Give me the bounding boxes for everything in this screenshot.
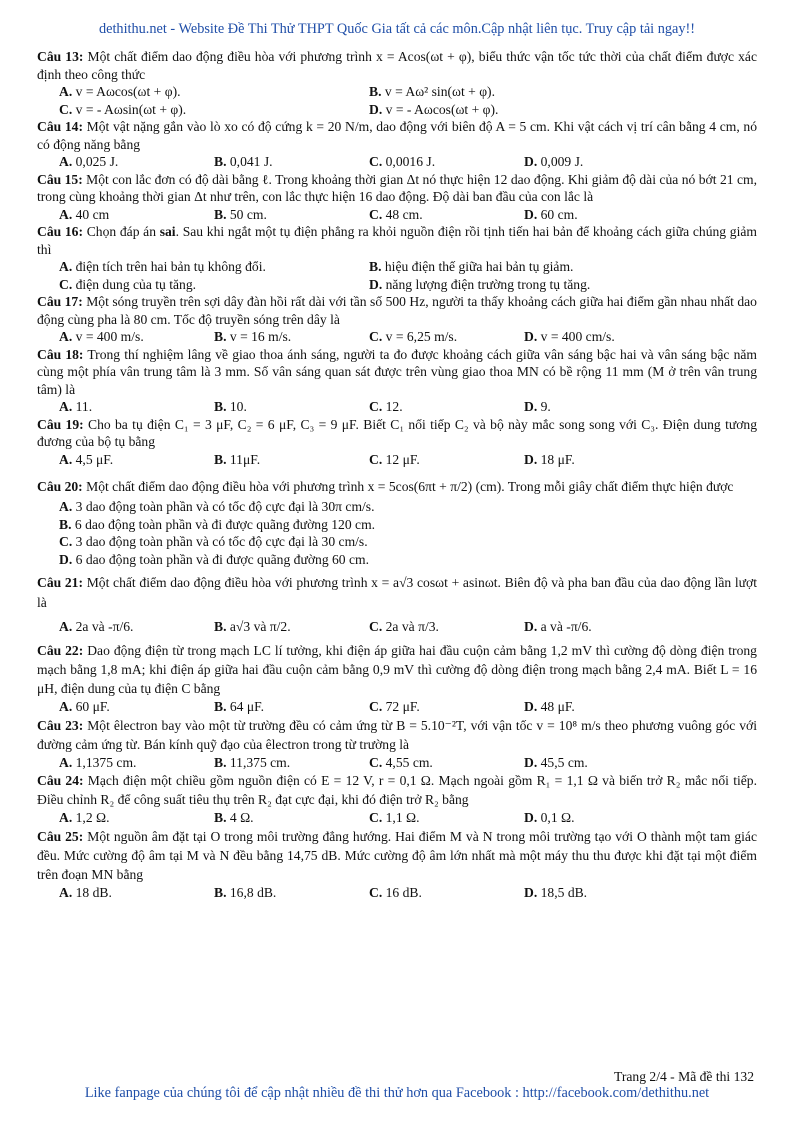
question-text: Trong thí nghiệm lâng về giao thoa ánh sáng, người ta đo được khoảng cách giữa vân sáng bậc hai và vân sáng bậc năm cùng một phía vân trung tâm là 3 mm. Số vân sáng quan sát được trên vùng giao thoa MN có bề rộng 11 mm (M ở trên vân trung tâm) là	[37, 346, 757, 397]
question-23	[37, 716, 757, 754]
option-label: B.	[214, 619, 227, 634]
option-text: 3 dao động toàn phần và có tốc độ cực đại là 30 cm/s.	[75, 534, 368, 549]
option-label: D.	[524, 206, 538, 222]
question-number: Câu 25:	[37, 828, 84, 844]
option-c	[369, 153, 524, 171]
option-text: 4 Ω.	[229, 810, 254, 825]
option-a	[59, 498, 757, 516]
site-header[interactable]: dethithu.net - Website Đề Thi Thử THPT Quốc Gia tất cả các môn.Cập nhật liên tục. Truy cập tải ngay!!	[98, 21, 696, 37]
option-label: C.	[369, 206, 383, 222]
question-text: Mạch điện một chiều gồm nguồn điện có E = 12 V, r = 0,1 Ω. Mạch ngoài gồm R₁ = 1,1 Ω và biến trở R₂ mắc nối tiếp. Điều chỉnh R₂ để công suất tiêu thụ trên R₂ đạt cực đại, khi đó điện trở R₂ bằng	[37, 773, 757, 807]
option-d	[524, 809, 679, 827]
question-15	[37, 171, 757, 206]
option-text: 1,1375 cm.	[75, 754, 137, 770]
option-a	[59, 83, 369, 101]
question-text: Một chất điểm dao động điều hòa với phương trình x = Acos(ωt + φ), biểu thức vận tốc tức thời của chất điểm được xác định theo công thức	[37, 49, 757, 82]
question-25	[37, 827, 757, 884]
emphasis-word: sai	[159, 224, 176, 239]
option-b	[369, 258, 679, 276]
option-d	[524, 328, 679, 346]
option-c	[59, 101, 369, 119]
options	[37, 398, 757, 416]
option-text: 4,5 μF.	[75, 451, 114, 467]
option-d	[524, 613, 679, 641]
option-label: D.	[524, 754, 538, 770]
option-c	[369, 613, 524, 641]
option-text: 0,009 J.	[540, 154, 584, 169]
option-text: 18,5 dB.	[540, 884, 588, 900]
option-a	[59, 206, 214, 224]
option-label: B.	[214, 206, 227, 222]
question-text: Một nguồn âm đặt tại O trong môi trường đẳng hướng. Hai điểm M và N trong môi trường tạo với O thành một tam giác đều. Mức cường độ âm tại M và N đều bằng 14,75 dB. Mức cường độ âm lớn nhất mà một máy thu thu được khi đặt tại một điểm trên đoạn MN bằng	[37, 828, 757, 882]
option-label: C.	[369, 810, 383, 825]
question-22	[37, 641, 757, 698]
option-text: năng lượng điện trường trong tụ tăng.	[385, 276, 591, 292]
options	[37, 498, 757, 568]
option-text: v = 6,25 m/s.	[385, 329, 458, 344]
option-d	[524, 398, 679, 416]
option-c	[369, 809, 524, 827]
option-label: D.	[524, 154, 538, 169]
question-number: Câu 18:	[37, 346, 84, 362]
option-d	[369, 101, 679, 119]
option-text: v = - Aωsin(ωt + φ).	[75, 101, 187, 117]
question-24	[37, 771, 757, 809]
option-label: A.	[59, 619, 73, 634]
options	[37, 809, 757, 827]
option-label: D.	[524, 399, 538, 414]
option-b	[214, 613, 369, 641]
option-label: C.	[59, 276, 73, 292]
option-label: C.	[369, 754, 383, 770]
option-b	[214, 754, 369, 772]
option-label: C.	[369, 329, 383, 344]
option-label: C.	[369, 399, 383, 414]
option-a	[59, 328, 214, 346]
question-text: Một êlectron bay vào một từ trường đều có cảm ứng từ B = 5.10⁻²T, với vận tốc v = 10⁸ m/s theo phương vuông góc với đường cảm ứng từ. Bán kính quỹ đạo của êlectron trong từ trường là	[37, 717, 757, 752]
option-d	[369, 276, 679, 294]
option-label: A.	[59, 699, 73, 714]
option-label: D.	[524, 810, 538, 825]
option-text: điện dung của tụ tăng.	[75, 276, 197, 292]
option-text: a và -π/6.	[540, 619, 592, 634]
option-text: 48 cm.	[385, 206, 423, 222]
option-d	[524, 153, 679, 171]
option-label: B.	[214, 329, 227, 344]
question-text: . Sau khi ngắt một tụ điện phẳng ra khỏi nguồn điện rồi tịnh tiến hai bản để khoảng cách giữa chúng giảm thì	[37, 224, 757, 257]
facebook-link[interactable]: Like fanpage của chúng tôi để cập nhật nhiều đề thi thử hơn qua Facebook : http://facebook.com/dethithu.net	[84, 1085, 710, 1101]
option-b	[214, 153, 369, 171]
question-number: Câu 19:	[37, 416, 84, 432]
option-label: D.	[59, 551, 73, 567]
question-prefix: Chọn đáp án	[86, 224, 160, 239]
option-label: C.	[369, 451, 383, 467]
option-a	[59, 451, 214, 469]
option-a	[59, 809, 214, 827]
option-c	[369, 884, 524, 902]
option-label: A.	[59, 399, 73, 414]
option-a	[59, 258, 369, 276]
option-text: a√3 và π/2.	[229, 619, 291, 634]
question-18	[37, 346, 757, 399]
option-label: B.	[59, 516, 72, 532]
option-text: 64 μF.	[229, 699, 265, 714]
option-c	[369, 451, 524, 469]
option-label: B.	[214, 154, 227, 169]
option-d	[524, 884, 679, 902]
option-text: v = Aω² sin(ωt + φ).	[384, 84, 495, 99]
option-label: C.	[369, 154, 383, 169]
option-label: A.	[59, 329, 73, 344]
option-label: B.	[214, 399, 227, 414]
option-b	[214, 328, 369, 346]
options	[37, 206, 757, 224]
option-d	[59, 551, 757, 569]
option-b	[369, 83, 679, 101]
question-number: Câu 24:	[37, 773, 84, 788]
option-b	[214, 451, 369, 469]
question-16	[37, 223, 757, 258]
option-a	[59, 398, 214, 416]
option-text: 10.	[229, 399, 247, 414]
option-b	[214, 884, 369, 902]
option-text: 6 dao động toàn phần và đi được quãng đường 60 cm.	[75, 551, 370, 567]
question-list	[37, 48, 757, 901]
option-text: v = 400 m/s.	[75, 329, 144, 344]
question-20	[37, 476, 757, 498]
question-text: Một chất điểm dao động điều hòa với phương trình x = a√3 cosωt + asinωt. Biên độ và pha ban đầu của dao động lần lượt là	[37, 575, 757, 610]
options	[37, 754, 757, 772]
option-label: A.	[59, 451, 73, 467]
option-label: A.	[59, 206, 73, 222]
question-text: Một con lắc đơn có độ dài bằng ℓ. Trong khoảng thời gian Δt nó thực hiện 12 dao động. Khi giảm độ dài của nó bớt 21 cm, trong cùng khoảng thời gian Δt như trên, con lắc thực hiện 16 dao động. Độ dài ban đầu của con lắc là	[37, 171, 757, 204]
option-text: điện tích trên hai bản tụ không đổi.	[75, 259, 266, 274]
question-number: Câu 16:	[37, 224, 83, 239]
option-text: 48 μF.	[540, 699, 575, 714]
question-number: Câu 23:	[37, 717, 84, 733]
option-text: 12.	[385, 399, 403, 414]
option-label: B.	[214, 884, 227, 900]
option-label: C.	[369, 699, 383, 714]
option-text: 45,5 cm.	[540, 754, 588, 770]
question-number: Câu 20:	[37, 479, 83, 494]
options	[37, 328, 757, 346]
question-number: Câu 13:	[37, 49, 84, 64]
option-b	[214, 398, 369, 416]
option-label: D.	[524, 619, 538, 634]
option-label: A.	[59, 884, 73, 900]
option-label: D.	[524, 329, 538, 344]
option-a	[59, 884, 214, 902]
question-text: Một sóng truyền trên sợi dây đàn hồi rất dài với tần số 500 Hz, người ta thấy khoảng cách giữa hai điểm gần nhau nhất dao động cùng pha là 80 cm. Tốc độ truyền sóng trên dây là	[37, 294, 757, 327]
option-label: A.	[59, 499, 73, 514]
option-label: D.	[524, 884, 538, 900]
option-a	[59, 613, 214, 641]
option-c	[369, 698, 524, 716]
option-text: 0,025 J.	[75, 154, 119, 169]
options	[37, 613, 757, 641]
option-text: hiệu điện thế giữa hai bản tụ giảm.	[384, 259, 574, 274]
option-text: v = - Aωcos(ωt + φ).	[385, 101, 499, 117]
option-text: 16 dB.	[385, 884, 422, 900]
option-text: 2a và π/3.	[385, 619, 439, 634]
option-text: 4,55 cm.	[385, 754, 433, 770]
question-number: Câu 15:	[37, 171, 83, 187]
option-text: 16,8 dB.	[229, 884, 277, 900]
options	[37, 698, 757, 716]
option-text: 60 μF.	[75, 699, 110, 714]
options	[37, 83, 757, 118]
option-c	[369, 754, 524, 772]
option-text: 11.	[75, 399, 93, 414]
question-number: Câu 22:	[37, 643, 84, 658]
option-b	[214, 698, 369, 716]
option-text: 0,041 J.	[229, 154, 273, 169]
question-text: Một vật nặng gắn vào lò xo có độ cứng k = 20 N/m, dao động với biên độ A = 5 cm. Khi vật cách vị trí cân bằng 4 cm, nó có động năng bằng	[37, 119, 758, 152]
question-17	[37, 293, 757, 328]
option-label: D.	[369, 101, 383, 117]
option-c	[59, 533, 757, 551]
option-a	[59, 698, 214, 716]
option-text: v = 400 cm/s.	[540, 329, 615, 344]
option-b	[59, 516, 757, 534]
option-d	[524, 206, 679, 224]
option-label: B.	[214, 451, 227, 467]
option-label: B.	[214, 810, 227, 825]
options	[37, 258, 757, 293]
question-number: Câu 21:	[37, 575, 83, 590]
option-label: C.	[369, 884, 383, 900]
option-label: D.	[524, 699, 538, 714]
option-label: C.	[59, 101, 73, 117]
option-label: A.	[59, 84, 73, 99]
question-text: Cho ba tụ điện C₁ = 3 μF, C₂ = 6 μF, C₃ = 9 μF. Biết C₁ nối tiếp C₂ và bộ này mắc song song với C₃. Điện dung tương đương của bộ tụ bằng	[37, 416, 757, 449]
option-label: A.	[59, 810, 73, 825]
option-text: 18 μF.	[540, 451, 575, 467]
option-label: B.	[214, 699, 227, 714]
option-text: 60 cm.	[540, 206, 578, 222]
page-number: Trang 2/4 - Mã đề thi 132	[614, 1069, 754, 1084]
question-13	[37, 48, 757, 83]
option-b	[214, 206, 369, 224]
option-text: 1,2 Ω.	[75, 810, 110, 825]
option-b	[214, 809, 369, 827]
options	[37, 153, 757, 171]
option-c	[369, 398, 524, 416]
option-label: A.	[59, 754, 73, 770]
option-c	[59, 276, 369, 294]
option-text: 72 μF.	[385, 699, 420, 714]
option-label: A.	[59, 259, 73, 274]
option-text: 0,1 Ω.	[540, 810, 575, 825]
option-a	[59, 754, 214, 772]
option-text: 18 dB.	[75, 884, 112, 900]
option-text: 0,0016 J.	[385, 154, 436, 169]
option-label: D.	[524, 451, 538, 467]
option-label: B.	[214, 754, 227, 770]
question-number: Câu 14:	[37, 119, 83, 134]
option-text: 6 dao động toàn phần và đi được quãng đường 120 cm.	[74, 516, 376, 532]
option-label: C.	[369, 619, 383, 634]
option-text: 9.	[540, 399, 551, 414]
option-label: B.	[369, 84, 382, 99]
option-text: 12 μF.	[385, 451, 420, 467]
options	[37, 884, 757, 902]
option-text: 50 cm.	[229, 206, 267, 222]
option-text: 40 cm	[75, 206, 110, 222]
question-19	[37, 416, 757, 451]
question-number: Câu 17:	[37, 294, 83, 309]
question-text: Dao động điện từ trong mạch LC lí tưởng, khi điện áp giữa hai đầu cuộn cảm bằng 1,2 mV thì cường độ dòng điện trong mạch bằng 1,8 mA; khi điện áp giữa hai đầu cuộn cảm bằng 0,9 mV thì cường độ dòng điện trong mạch bằng 2,4 mA. Biết L = 16 μH, điện dung của tụ điện C bằng	[37, 643, 757, 696]
option-text: 1,1 Ω.	[385, 810, 420, 825]
option-label: A.	[59, 154, 73, 169]
question-21	[37, 573, 757, 613]
option-c	[369, 328, 524, 346]
option-label: D.	[369, 276, 383, 292]
option-text: 3 dao động toàn phần và có tốc độ cực đại là 30π cm/s.	[75, 499, 375, 514]
option-text: 11,375 cm.	[229, 754, 291, 770]
option-d	[524, 754, 679, 772]
option-c	[369, 206, 524, 224]
option-label: B.	[369, 259, 382, 274]
option-text: 2a và -π/6.	[75, 619, 134, 634]
options	[37, 451, 757, 469]
option-label: C.	[59, 534, 73, 549]
option-d	[524, 698, 679, 716]
option-text: v = Aωcos(ωt + φ).	[75, 84, 181, 99]
option-text: 11μF.	[229, 451, 261, 467]
option-text: v = 16 m/s.	[229, 329, 292, 344]
question-text: Một chất điểm dao động điều hòa với phương trình x = 5cos(6πt + π/2) (cm). Trong mỗi giây chất điểm thực hiện được	[86, 479, 734, 494]
option-d	[524, 451, 679, 469]
option-a	[59, 153, 214, 171]
question-14	[37, 118, 757, 153]
